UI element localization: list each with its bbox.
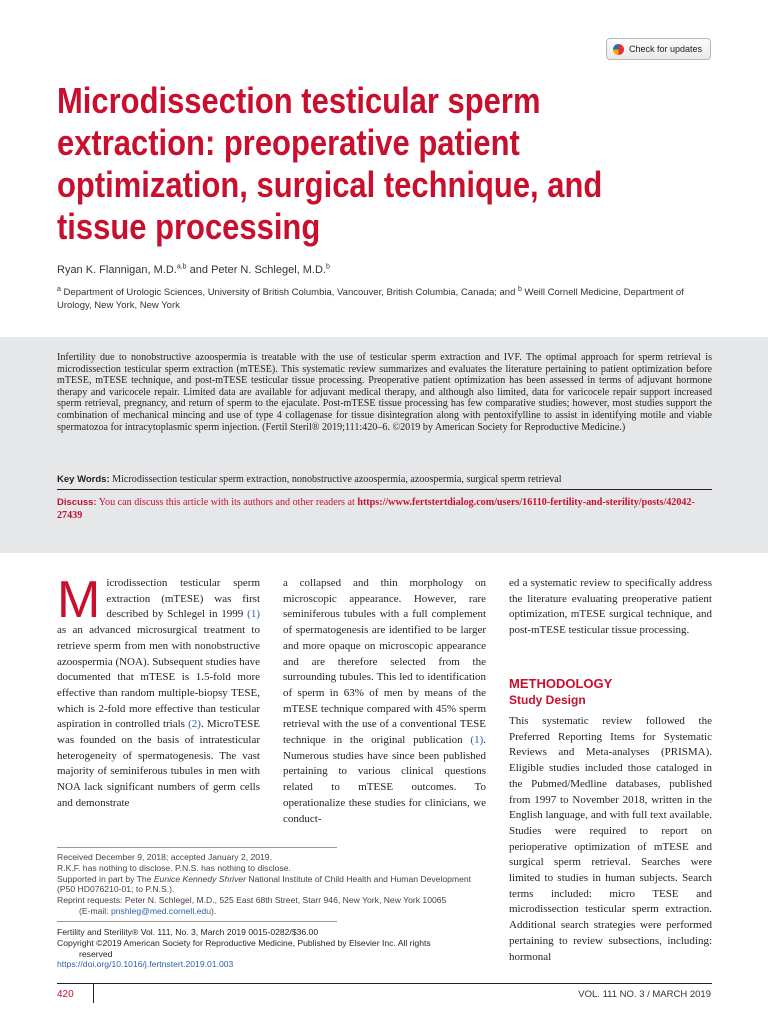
journal-line-2: Copyright ©2019 American Society for Reproductive Medicine, Published by Elsevier Inc. All rights	[57, 937, 431, 948]
affiliations	[57, 286, 697, 312]
journal-line-1: Fertility and Sterility® Vol. 111, No. 3, March 2019 0015-0282/$36.00	[57, 927, 319, 937]
crossmark-icon	[613, 44, 624, 55]
reference-link-2[interactable]: (2)	[188, 718, 201, 731]
footnote-divider	[57, 847, 337, 848]
discuss-text: You can discuss this article with its authors and other readers at	[98, 497, 355, 508]
body-c3-b: This systematic review followed the Preferred Reporting Items for Systematic Reviews and Meta-analyses (PRISMA). Eligible studies included those cataloged in the Pubmed/Medline databases, published from 1997 to November 2018, written in the English language, and with full text available. Studies were required to report on perioperative optimization of mTESE and surgical sperm retrieval. Searches were limited to studies in human subjects. Search terms included: micro TESE and microdissection testicular sperm extraction. Additional search strategies were performed pertaining to review subsections, including: hormonal	[509, 715, 712, 963]
title-line-1: Microdissection testicular sperm	[57, 80, 541, 121]
title-line-4: tissue processing	[57, 206, 321, 247]
body-c1-c: . MicroTESE was founded on the basis of intratesticular heterogeneity of spermatogenesis. The vast majority of seminiferous tubules in men with NOA lack significant numbers of germ cells and demonstrate	[57, 718, 261, 809]
body-column-1	[57, 571, 261, 812]
volume-info: VOL. 111 NO. 3 / MARCH 2019	[578, 989, 711, 1000]
fn-disclosure: R.K.F. has nothing to disclose. P.N.S. has nothing to disclose.	[57, 862, 291, 873]
affil-a-mark: a	[57, 285, 61, 293]
body-column-2	[283, 576, 486, 827]
fn-email	[57, 906, 487, 917]
fn-support	[57, 874, 487, 896]
body-column-3-cont	[509, 714, 712, 965]
check-for-updates-button[interactable]	[606, 38, 711, 60]
fn-reprint: Reprint requests: Peter N. Schlegel, M.D., 525 East 68th Street, Starr 946, New York, New York 10065	[57, 895, 447, 906]
fn-email-post: ).	[210, 905, 217, 916]
drop-cap: M	[57, 571, 101, 629]
fn-support-pre: Supported in part by The	[57, 873, 152, 884]
keywords-text: Microdissection testicular sperm extraction, nonobstructive azoospermia, azoospermia, surgical sperm retrieval	[112, 474, 562, 485]
body-c2-a: a collapsed and thin morphology on microscopic appearance. However, rare seminiferous tubules with a full complement of spermatogenesis are identified to be larger and more opaque on microscopic appearance and are therefore selected from the surrounding tubules. This led to identification of sperm in 63% of men by means of the mTESE technique compared with 45% sperm retrieval with the use of a conventional TESE technique in the original publication	[283, 577, 486, 747]
affil-b-text: Weill Cornell Medicine, Department of Urology, New York, New York	[57, 287, 684, 311]
abstract-divider	[57, 489, 712, 490]
check-for-updates-label: Check for updates	[629, 44, 703, 54]
body-c3-a: ed a systematic review to specifically address the literature evaluating preoperative patient optimization, mTESE surgical technique, and post-mTESE testicular tissue processing.	[509, 577, 712, 637]
footnotes	[57, 852, 487, 917]
footer-rule	[57, 983, 712, 984]
author-2-affil: b	[326, 263, 330, 271]
email-link[interactable]: pnshleg@med.cornell.edu	[111, 905, 211, 916]
author-1: Ryan K. Flannigan, M.D.	[57, 264, 177, 276]
author-conjunction: and	[189, 264, 208, 276]
body-c2-b: . Numerous studies have since been published pertaining to various clinical questions related to mTESE outcomes. To operationalize these studies for clinicians, we conduct-	[283, 734, 486, 825]
article-title	[57, 80, 642, 248]
body-column-3	[509, 576, 712, 639]
discuss-link[interactable]: https://www.fertstertdialog.com/users/16110-fertility-and-sterility/posts/42042-27439	[57, 497, 695, 521]
footer-separator	[93, 983, 94, 1003]
fn-support-post: National Institute of Child Health and Human Development (P50 HD076210-01; to P.N.S.).	[57, 873, 472, 895]
journal-info	[57, 927, 487, 970]
discuss-note	[57, 497, 712, 522]
title-line-2: extraction: preoperative patient	[57, 122, 520, 163]
subsection-heading: Study Design	[509, 693, 586, 707]
author-2: Peter N. Schlegel, M.D.	[211, 264, 326, 276]
affil-a-text: Department of Urologic Sciences, University of British Columbia, Vancouver, British Columbia, Canada; and	[63, 287, 516, 298]
author-list	[57, 264, 330, 276]
fn-support-italic: Eunice Kennedy Shriver	[153, 873, 247, 884]
abstract-text: Infertility due to nonobstructive azoospermia is treatable with the use of testicular sperm extraction and IVF. The optimal approach for sperm retrieval is microdissection testicular sperm extraction (mTESE). This systematic review summarizes and evaluates the literature pertaining to patient optimization before mTESE, mTESE technique, and post-mTESE testicular tissue processing. Preoperative patient optimization has been assessed in terms of adjuvant hormone therapy and varicocele repair. Limited data are available for adjuvant medical therapy, and although also limited, data for varicocele repair support increased sperm retrieval, pregnancy, and return of sperm to the ejaculate. Post-mTESE tissue processing has few comparative studies; however, most studies support the combination of mechanical mincing and use of type 4 collagenase for tissue disintegration along with pentoxifylline to assist in identifying motile and viable spermatozoa for intracytoplasmic sperm injection. (Fertil Steril® 2019;111:420–6. ©2019 by American Society for Reproductive Medicine.)	[57, 352, 712, 433]
body-c1-a: icrodissection testicular sperm extraction (mTESE) was first described by Schlegel in 1999	[106, 577, 260, 621]
body-c1-b: as an advanced microsurgical treatment to retrieve sperm from men with nonobstructive azoospermia (NOA). Subsequent studies have documented that mTESE is 1.5-fold more effective than random multiple-biopsy TESE, which is 2-fold more effective than testicular aspiration in controlled trials	[57, 624, 260, 731]
journal-divider	[57, 921, 337, 922]
section-heading: METHODOLOGY	[509, 676, 613, 691]
title-line-3: optimization, surgical technique, and	[57, 164, 603, 205]
affil-b-mark: b	[518, 285, 522, 293]
reference-link-1b[interactable]: (1)	[470, 734, 484, 747]
fn-email-pre: (E-mail:	[79, 905, 109, 916]
author-1-affil: a,b	[176, 263, 187, 271]
keywords-label: Key Words:	[57, 474, 110, 485]
reference-link-1[interactable]: (1)	[247, 608, 260, 621]
journal-line-3: reserved	[79, 948, 113, 959]
keywords	[57, 474, 712, 486]
discuss-label: Discuss:	[57, 497, 97, 508]
doi-link[interactable]: https://doi.org/10.1016/j.fertnstert.2019.01.003	[57, 959, 234, 970]
page-number: 420	[57, 989, 74, 1000]
fn-received: Received December 9, 2018; accepted January 2, 2019.	[57, 852, 272, 862]
